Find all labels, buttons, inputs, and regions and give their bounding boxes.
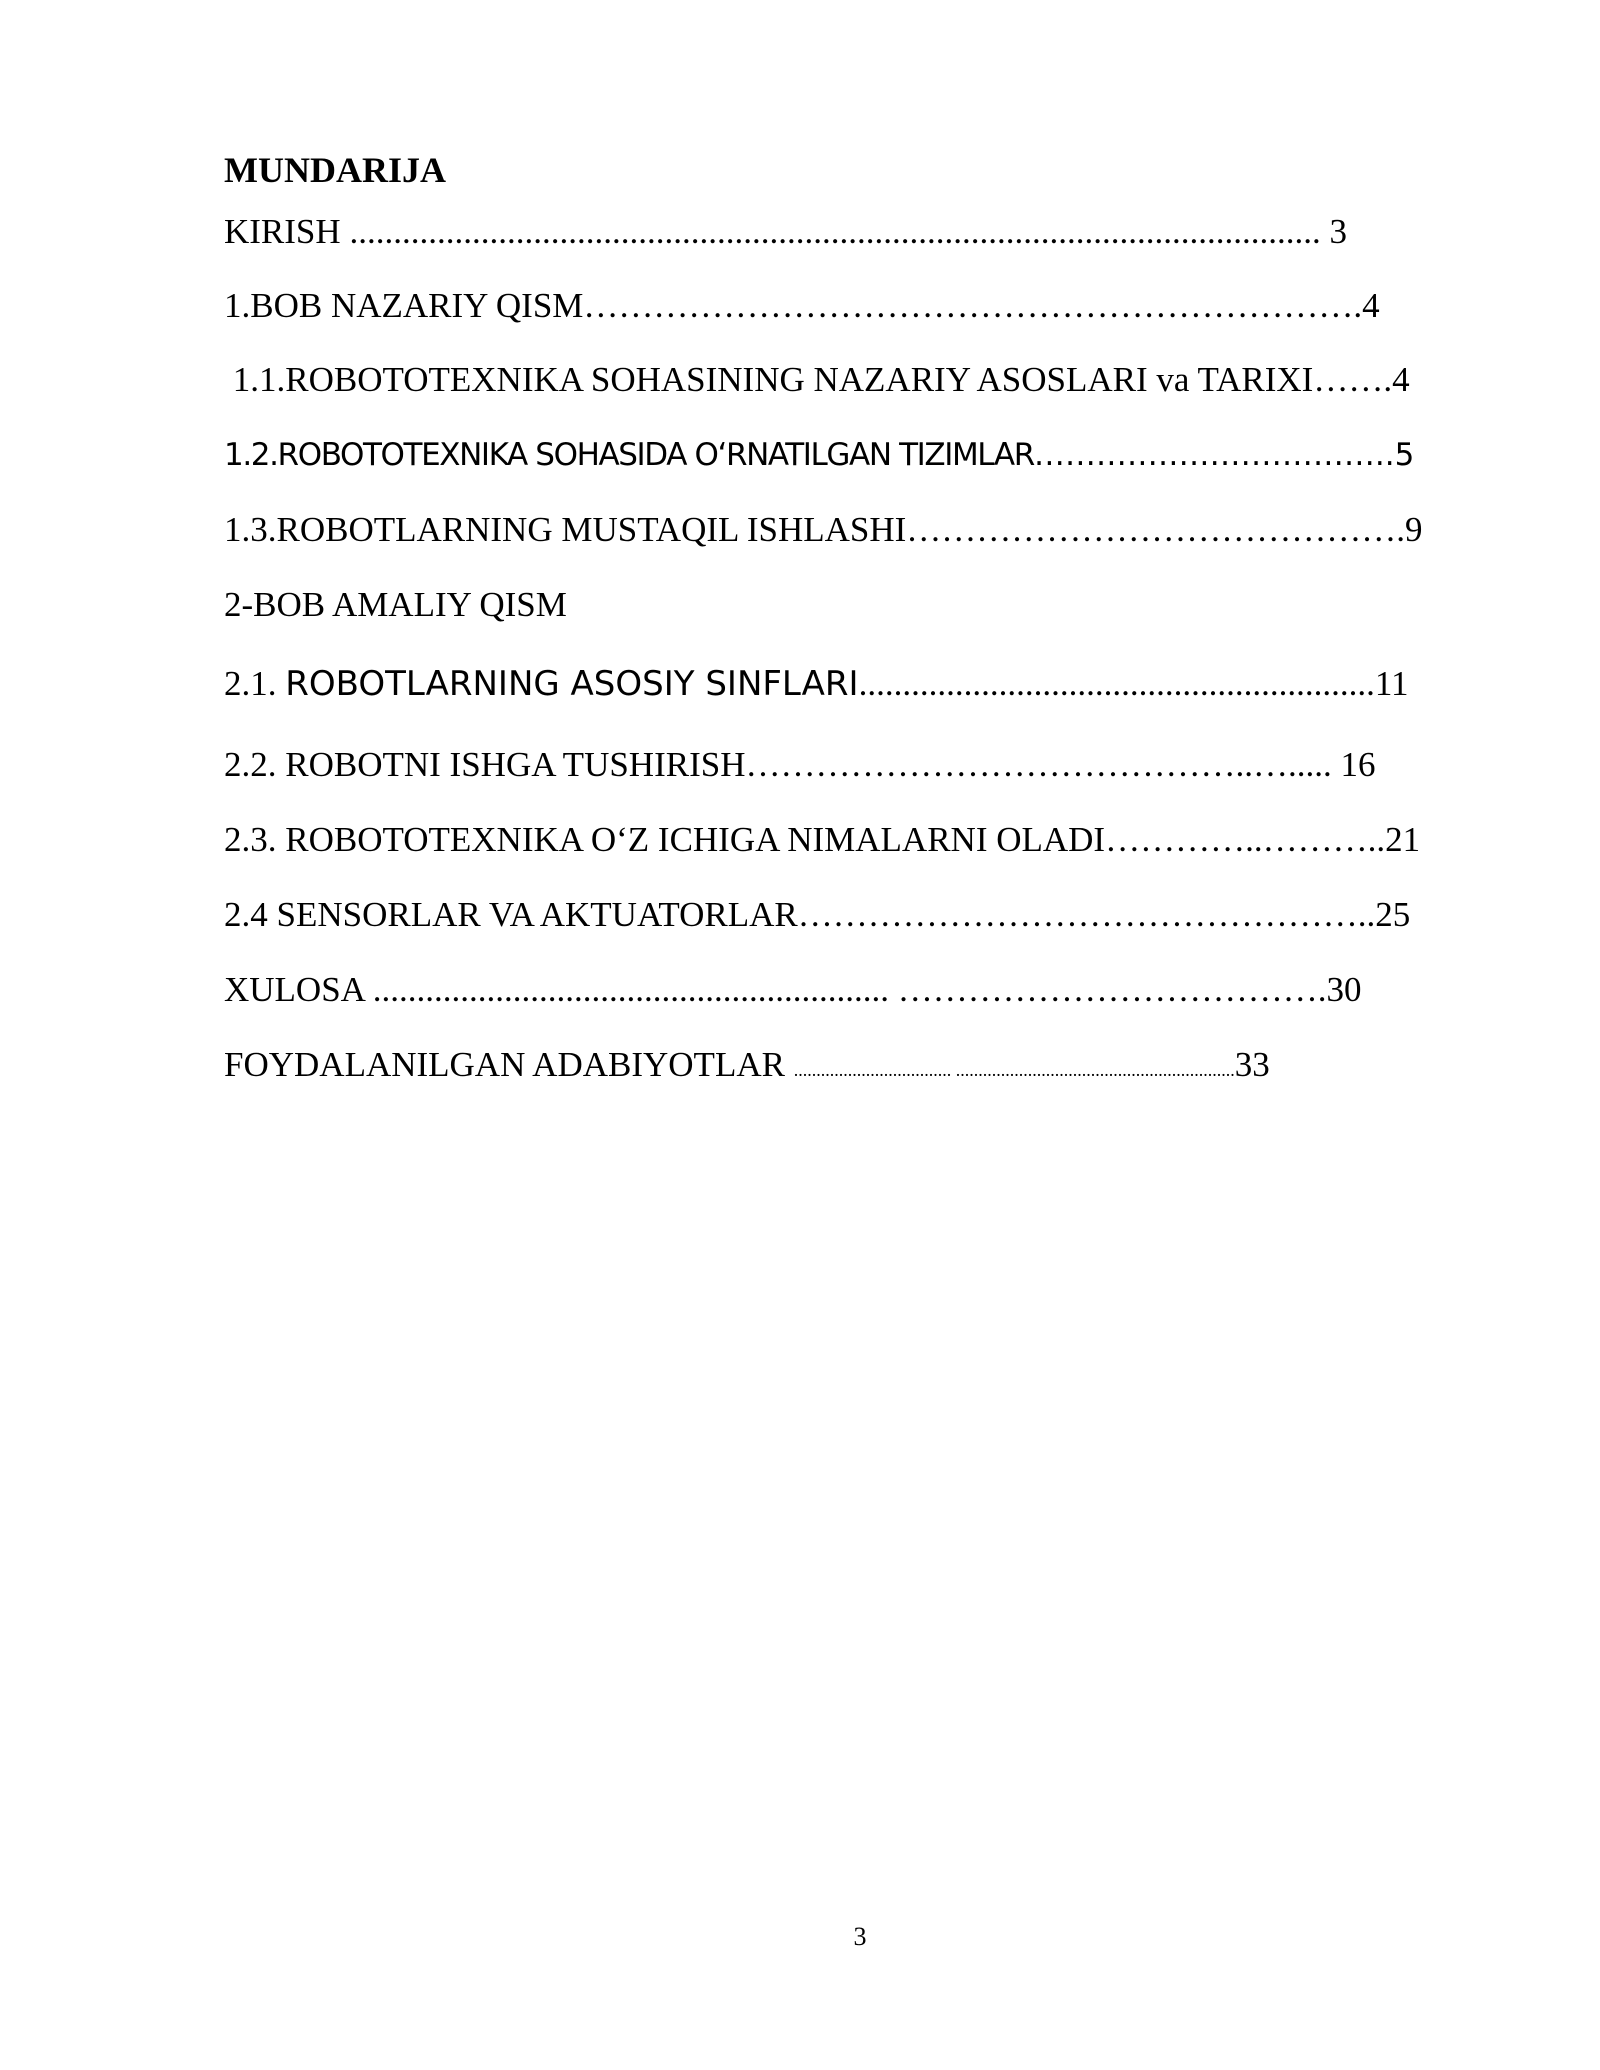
- toc-entry-label: 1.1.ROBOTOTEXNIKA SOHASINING NAZARIY ASOSLARI va TARIXI: [224, 360, 1314, 399]
- toc-entry-label: 2-BOB AMALIY QISM: [224, 585, 567, 624]
- toc-entry-label: 2.3. ROBOTOTEXNIKA O‘Z ICHIGA NIMALARNI OLADI: [224, 820, 1106, 859]
- toc-entry-page: 25: [1375, 895, 1411, 934]
- toc-entry-label: 1.3.ROBOTLARNING MUSTAQIL ISHLASHI: [224, 510, 907, 549]
- toc-entry-1-1: [224, 358, 1410, 402]
- toc-entry-adabiyotlar: [224, 1043, 1270, 1092]
- toc-entry-kirish: [224, 210, 1347, 254]
- toc-entry-leader: ……………………………..: [1033, 437, 1395, 473]
- toc-entry-1-3: [224, 508, 1423, 552]
- toc-entry-label: 1.BOB NAZARIY QISM: [224, 286, 584, 325]
- toc-entry-leader: ................................... ..............................................................: [793, 1060, 1235, 1080]
- toc-entry-leader: ………………………………………………………….: [583, 286, 1363, 325]
- toc-entry-page: 5: [1394, 437, 1413, 473]
- toc-entry-2-4: [224, 893, 1410, 937]
- toc-entry-xulosa: [224, 968, 1362, 1012]
- toc-entry-leader: …….: [1313, 360, 1393, 399]
- toc-entry-label: XULOSA: [224, 970, 373, 1009]
- toc-entry-label: 1.2.ROBOTOTEXNIKA SOHASIDA O‘RNATILGAN TIZIMLAR: [224, 437, 1034, 473]
- toc-entry-page: 33: [1234, 1045, 1270, 1084]
- toc-entry-page: 16: [1340, 745, 1376, 784]
- toc-entry-2-3: [224, 818, 1420, 862]
- toc-title: MUNDARIJA: [224, 150, 446, 190]
- toc-entry-label: 2.4 SENSORLAR VA AKTUATORLAR: [224, 895, 798, 934]
- toc-entry-page: 21: [1385, 820, 1421, 859]
- toc-entry-page: 11: [1374, 664, 1409, 703]
- toc-entry-leader: …………………………………………..: [797, 895, 1376, 934]
- toc-entry-leader: …………..………..: [1105, 820, 1386, 859]
- toc-entry-page: 4: [1392, 360, 1410, 399]
- toc-entry-label: 2.2. ROBOTNI ISHGA TUSHIRISH: [224, 745, 746, 784]
- toc-entry-2-1: [224, 662, 1409, 706]
- toc-entry-2-2: [224, 743, 1375, 787]
- toc-entry-leader: ...........................................................: [858, 664, 1375, 703]
- toc-entry-label: FOYDALANILGAN ADABIYOTLAR: [224, 1045, 794, 1084]
- toc-entry-page: 4: [1362, 286, 1380, 325]
- toc-entry-leader: ...............................................................................................................: [349, 212, 1330, 251]
- toc-entry-1-bob: [224, 284, 1380, 328]
- toc-entry-leader: ........................................................... ……………………………….: [372, 970, 1327, 1009]
- page-number: 3: [853, 1922, 867, 1951]
- toc-entry-1-2: [224, 433, 1413, 477]
- toc-entry-leader: …………………………………….: [906, 510, 1406, 549]
- toc-entry-page: 30: [1326, 970, 1362, 1009]
- toc-entry-label-prefix: 2.1.: [224, 664, 286, 703]
- toc-entry-page: 3: [1329, 212, 1347, 251]
- toc-entry-leader: ……………………………………..….....: [745, 745, 1341, 784]
- toc-entry-label: KIRISH: [224, 212, 350, 251]
- toc-entry-label: ROBOTLARNING ASOSIY SINFLARI: [285, 664, 859, 704]
- toc-entry-page: 9: [1405, 510, 1423, 549]
- toc-entry-2-bob: [224, 583, 567, 627]
